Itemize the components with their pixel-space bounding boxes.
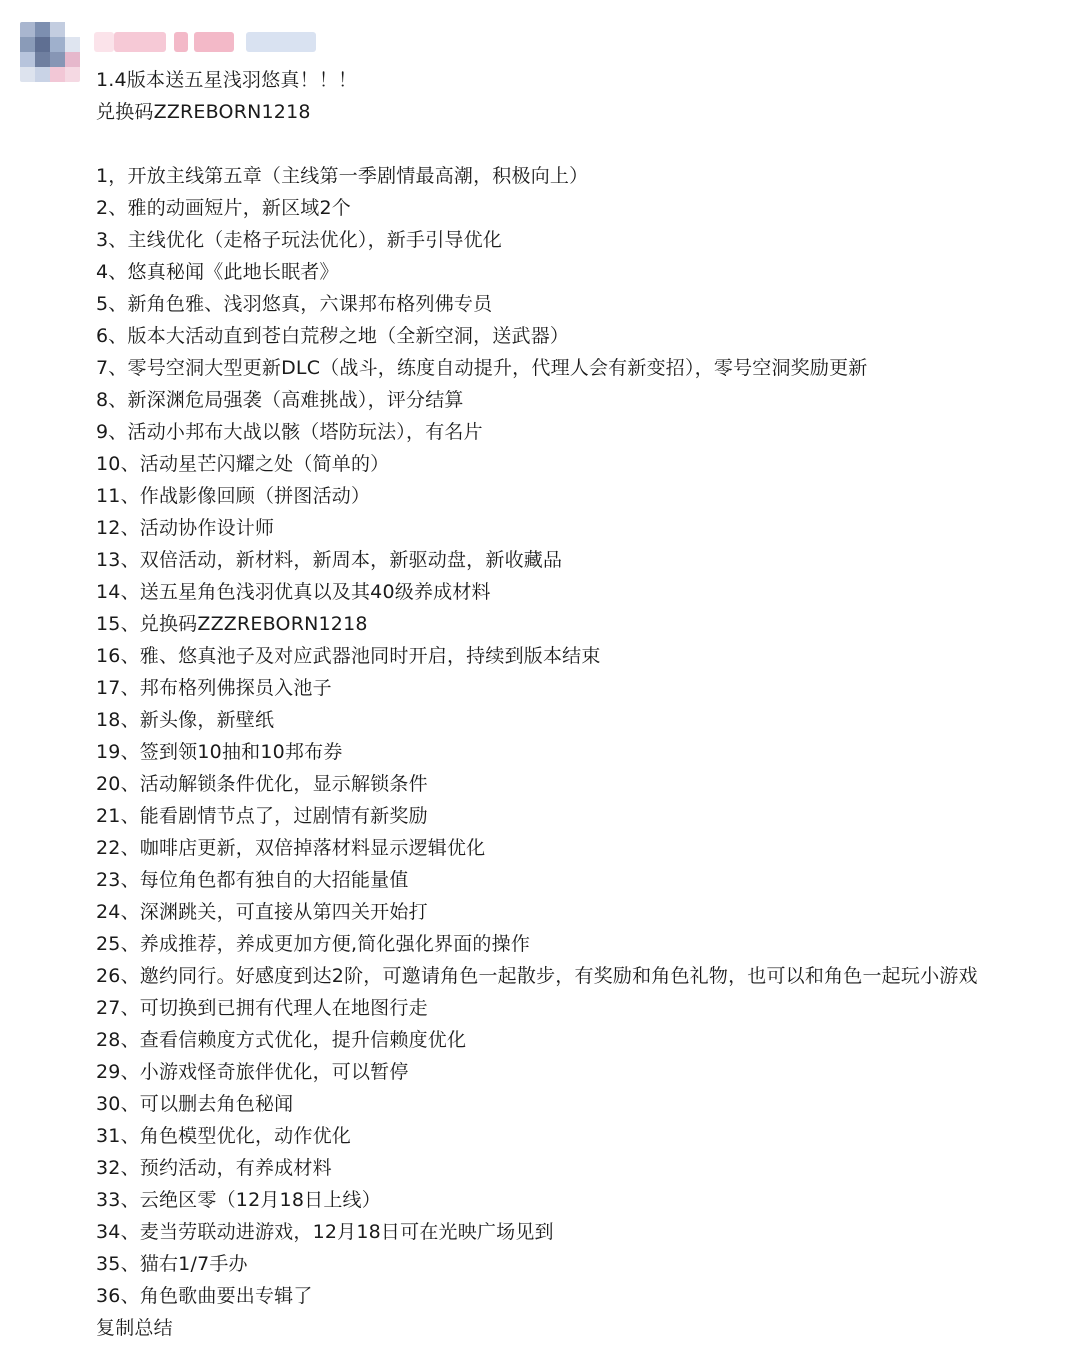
- list-item: 28、查看信赖度方式优化，提升信赖度优化: [96, 1029, 467, 1051]
- list-item: 10、活动星芒闪耀之处（简单的）: [96, 453, 390, 475]
- list-item: 27、可切换到已拥有代理人在地图行走: [96, 997, 428, 1019]
- list-item: 12、活动协作设计师: [96, 517, 275, 539]
- list-item: 26、邀约同行。好感度到达2阶，可邀请角色一起散步，有奖励和角色礼物，也可以和角色一起玩小游戏: [96, 965, 978, 987]
- update-items-list: [96, 160, 1056, 1312]
- username-redacted[interactable]: [94, 32, 314, 54]
- list-item: 23、每位角色都有独自的大招能量值: [96, 869, 409, 891]
- post-title: 1.4版本送五星浅羽悠真！！！: [96, 69, 358, 91]
- list-item: 29、小游戏怪奇旅伴优化，可以暂停: [96, 1061, 409, 1083]
- list-item: 32、预约活动，有养成材料: [96, 1157, 332, 1179]
- list-item: 22、咖啡店更新，双倍掉落材料显示逻辑优化: [96, 837, 486, 859]
- list-item: 14、送五星角色浅羽优真以及其40级养成材料: [96, 581, 491, 603]
- list-item: 35、猫右1/7手办: [96, 1253, 248, 1275]
- list-item: 7、零号空洞大型更新DLC（战斗，练度自动提升，代理人会有新变招），零号空洞奖励更新: [96, 357, 868, 379]
- list-item: 17、邦布格列佛探员入池子: [96, 677, 332, 699]
- list-item: 21、能看剧情节点了，过剧情有新奖励: [96, 805, 428, 827]
- blank-line: [96, 128, 1056, 160]
- list-item: 31、角色模型优化，动作优化: [96, 1125, 351, 1147]
- list-item: 20、活动解锁条件优化，显示解锁条件: [96, 773, 428, 795]
- list-item: 2、雅的动画短片，新区域2个: [96, 197, 351, 219]
- list-item: 34、麦当劳联动进游戏，12月18日可在光映广场见到: [96, 1221, 554, 1243]
- list-item: 19、签到领10抽和10邦布券: [96, 741, 343, 763]
- list-item: 16、雅、悠真池子及对应武器池同时开启，持续到版本结束: [96, 645, 601, 667]
- list-item: 5、新角色雅、浅羽悠真，六课邦布格列佛专员: [96, 293, 493, 315]
- list-item: 13、双倍活动，新材料，新周本，新驱动盘，新收藏品: [96, 549, 563, 571]
- list-item: 25、养成推荐，养成更加方便,简化强化界面的操作: [96, 933, 531, 955]
- list-item: 11、作战影像回顾（拼图活动）: [96, 485, 371, 507]
- list-item: 33、云绝区零（12月18日上线）: [96, 1189, 381, 1211]
- list-item: 1，开放主线第五章（主线第一季剧情最高潮，积极向上）: [96, 165, 589, 187]
- list-item: 18、新头像，新壁纸: [96, 709, 275, 731]
- copy-summary-link[interactable]: 复制总结: [96, 1317, 173, 1339]
- list-item: 9、活动小邦布大战以骸（塔防玩法），有名片: [96, 421, 483, 443]
- list-item: 8、新深渊危局强袭（高难挑战），评分结算: [96, 389, 464, 411]
- list-item: 6、版本大活动直到苍白荒秽之地（全新空洞，送武器）: [96, 325, 570, 347]
- list-item: 4、悠真秘闻《此地长眠者》: [96, 261, 339, 283]
- list-item: 15、兑换码ZZZREBORN1218: [96, 613, 368, 635]
- list-item: 3、主线优化（走格子玩法优化），新手引导优化: [96, 229, 502, 251]
- list-item: 36、角色歌曲要出专辑了: [96, 1285, 313, 1307]
- redeem-code-line: 兑换码ZZREBORN1218: [96, 101, 311, 123]
- post-content: [96, 64, 1056, 1344]
- avatar[interactable]: [20, 22, 80, 82]
- list-item: 30、可以删去角色秘闻: [96, 1093, 294, 1115]
- list-item: 24、深渊跳关，可直接从第四关开始打: [96, 901, 428, 923]
